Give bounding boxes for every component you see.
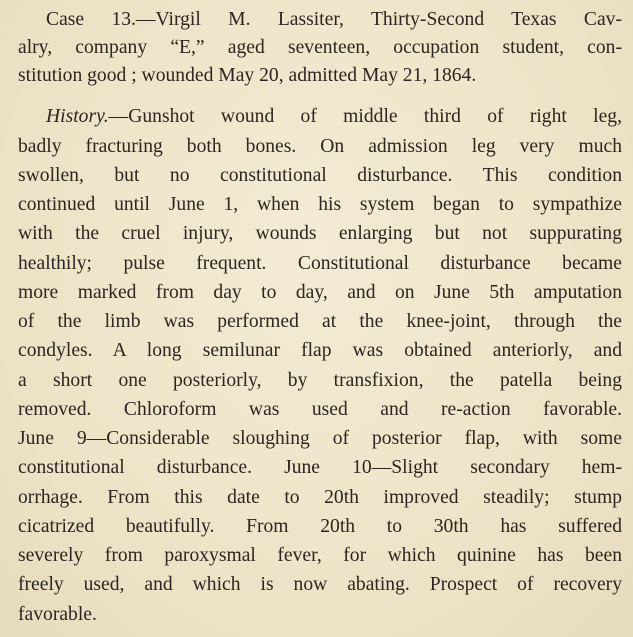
history-line-6: healthily; pulse frequent. Constitutional disturbance became bbox=[18, 253, 622, 274]
case-heading-line-3: stitution good ; wounded May 20, admitted May 21, 1864. bbox=[18, 65, 477, 86]
history-line-1 bbox=[46, 105, 622, 129]
history-first-line-text: —Gunshot wound of middle third of right leg, bbox=[108, 106, 622, 127]
history-line-3: swollen, but no constitutional disturbance. This condition bbox=[18, 165, 622, 186]
history-line-10: a short one posteriorly, by transfixion, the patella being bbox=[18, 370, 622, 391]
history-line-8: of the limb was performed at the knee-joint, through the bbox=[18, 311, 622, 332]
history-line-14: orrhage. From this date to 20th improved steadily; stump bbox=[18, 487, 622, 508]
history-line-12: June 9—Considerable sloughing of posterior flap, with some bbox=[18, 428, 622, 449]
history-line-15: cicatrized beautifully. From 20th to 30th has suffered bbox=[18, 516, 622, 537]
history-line-7: more marked from day to day, and on June 5th amputation bbox=[18, 282, 622, 303]
history-label: History. bbox=[46, 106, 109, 127]
case-heading-line-2: alry, company “E,” aged seventeen, occupation student, con- bbox=[18, 37, 622, 58]
history-line-13: constitutional disturbance. June 10—Slight secondary hem- bbox=[18, 457, 622, 478]
history-line-5: with the cruel injury, wounds enlarging but not suppurating bbox=[18, 223, 622, 244]
history-line-18: favorable. bbox=[18, 604, 97, 625]
history-line-4: continued until June 1, when his system began to sympathize bbox=[18, 194, 622, 215]
history-line-9: condyles. A long semilunar flap was obtained anteriorly, and bbox=[18, 340, 622, 361]
history-line-11: removed. Chloroform was used and re-action favorable. bbox=[18, 399, 622, 420]
history-line-17: freely used, and which is now abating. Prospect of recovery bbox=[18, 574, 622, 595]
case-heading-line-1: Case 13.—Virgil M. Lassiter, Thirty-Second Texas Cav- bbox=[46, 9, 622, 30]
history-line-16: severely from paroxysmal fever, for which quinine has been bbox=[18, 545, 622, 566]
history-line-2: badly fracturing both bones. On admission leg very much bbox=[18, 136, 622, 157]
